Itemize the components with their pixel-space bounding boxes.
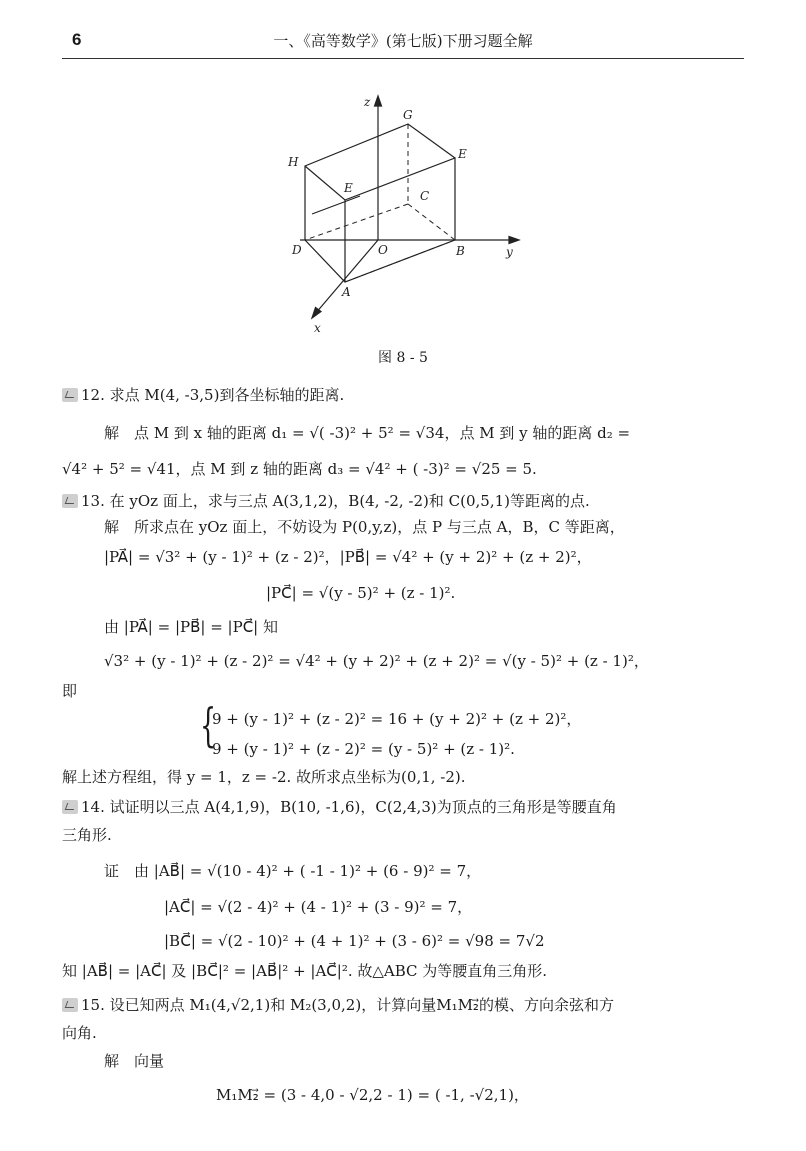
- y-arrow: [509, 237, 519, 244]
- text-line: 解 点 M 到 x 轴的距离 d₁ = √( -3)² + 5² = √34，点 M 到 y 轴的距离 d₂ =: [104, 424, 631, 442]
- equation-line: |PA⃗| = √3² + (y - 1)² + (z - 2)²，|PB⃗| = √4² + (y + 2)² + (z + 2)²，: [104, 548, 592, 566]
- system-brace: {: [200, 698, 217, 752]
- label-y: y: [506, 245, 513, 259]
- label-e-top: E: [458, 147, 467, 161]
- problem-icon: [62, 800, 78, 814]
- problem-12-title: 12. 求点 M(4, -3,5)到各坐标轴的距离.: [62, 384, 344, 406]
- label-a: A: [342, 285, 351, 299]
- header-rule: [62, 58, 744, 59]
- label-g: G: [403, 108, 413, 122]
- problem-15-title: 15. 设已知两点 M₁(4,√2,1)和 M₂(3,0,2)，计算向量M₁M₂⃗的模、方向余弦和方: [62, 994, 614, 1016]
- figure-8-5: [260, 92, 530, 337]
- equation-line: √3² + (y - 1)² + (z - 2)² = √4² + (y + 2)² + (z + 2)² = √(y - 5)² + (z - 1)²，: [104, 652, 649, 670]
- problem-icon: [62, 494, 78, 508]
- label-d: D: [292, 243, 302, 257]
- equation-line: |AC⃗| = √(2 - 4)² + (4 - 1)² + (3 - 9)² = 7，: [164, 898, 473, 916]
- problem-13-title: 13. 在 yOz 面上，求与三点 A(3,1,2)，B(4, -2, -2)和 C(0,5,1)等距离的点.: [62, 490, 590, 512]
- text-line: 解上述方程组，得 y = 1，z = -2. 故所求点坐标为(0,1, -2).: [62, 768, 466, 786]
- label-o: O: [378, 243, 388, 257]
- equation-line: |PC⃗| = √(y - 5)² + (z - 1)².: [266, 584, 456, 602]
- label-z: z: [364, 95, 371, 109]
- hidden-edge-cb: [408, 204, 455, 240]
- page-number: 6: [72, 30, 82, 49]
- label-x: x: [314, 321, 321, 335]
- box-visible-edges: [305, 124, 455, 282]
- equation-line: 9 + (y - 1)² + (z - 2)² = 16 + (y + 2)² + (z + 2)²，: [212, 710, 582, 728]
- x-axis: [315, 240, 378, 314]
- label-e-front: E: [344, 181, 353, 195]
- running-head: 一、《高等数学》(第七版)下册习题全解: [273, 32, 533, 50]
- text-line: 向角.: [62, 1024, 97, 1042]
- text-line: 解 向量: [104, 1052, 165, 1070]
- equation-line: M₁M₂⃗ = (3 - 4,0 - √2,2 - 1) = ( -1, -√2,1)，: [216, 1086, 529, 1104]
- label-c: C: [420, 189, 430, 203]
- z-arrow: [375, 96, 382, 106]
- equation-line: |BC⃗| = √(2 - 10)² + (4 + 1)² + (3 - 6)² = √98 = 7√2: [164, 932, 545, 950]
- equation-line: 证 由 |AB⃗| = √(10 - 4)² + ( -1 - 1)² + (6 - 9)² = 7，: [104, 862, 482, 880]
- problem-icon: [62, 388, 78, 402]
- text-line: 解 所求点在 yOz 面上，不妨设为 P(0,y,z)，点 P 与三点 A，B，C 等距离，: [104, 518, 625, 536]
- text-line: 由 |PA⃗| = |PB⃗| = |PC⃗| 知: [104, 618, 278, 636]
- text-line: 即: [62, 682, 78, 700]
- problem-14-title: 14. 试证明以三点 A(4,1,9)，B(10, -1,6)，C(2,4,3)为顶点的三角形是等腰直角: [62, 796, 617, 818]
- text-line: 三角形.: [62, 826, 112, 844]
- label-b: B: [456, 244, 465, 258]
- equation-line: 9 + (y - 1)² + (z - 2)² = (y - 5)² + (z - 1)².: [212, 740, 515, 758]
- text-line: 知 |AB⃗| = |AC⃗| 及 |BC⃗|² = |AB⃗|² + |AC⃗|². 故△ABC 为等腰直角三角形.: [62, 962, 548, 980]
- text-line: √4² + 5² = √41，点 M 到 z 轴的距离 d₃ = √4² + ( -3)² = √25 = 5.: [62, 460, 537, 478]
- box-top-inner: [312, 196, 360, 214]
- label-h: H: [288, 155, 299, 169]
- hidden-edge-c: [305, 204, 408, 240]
- problem-icon: [62, 998, 78, 1012]
- figure-caption: 图 8 - 5: [378, 350, 428, 366]
